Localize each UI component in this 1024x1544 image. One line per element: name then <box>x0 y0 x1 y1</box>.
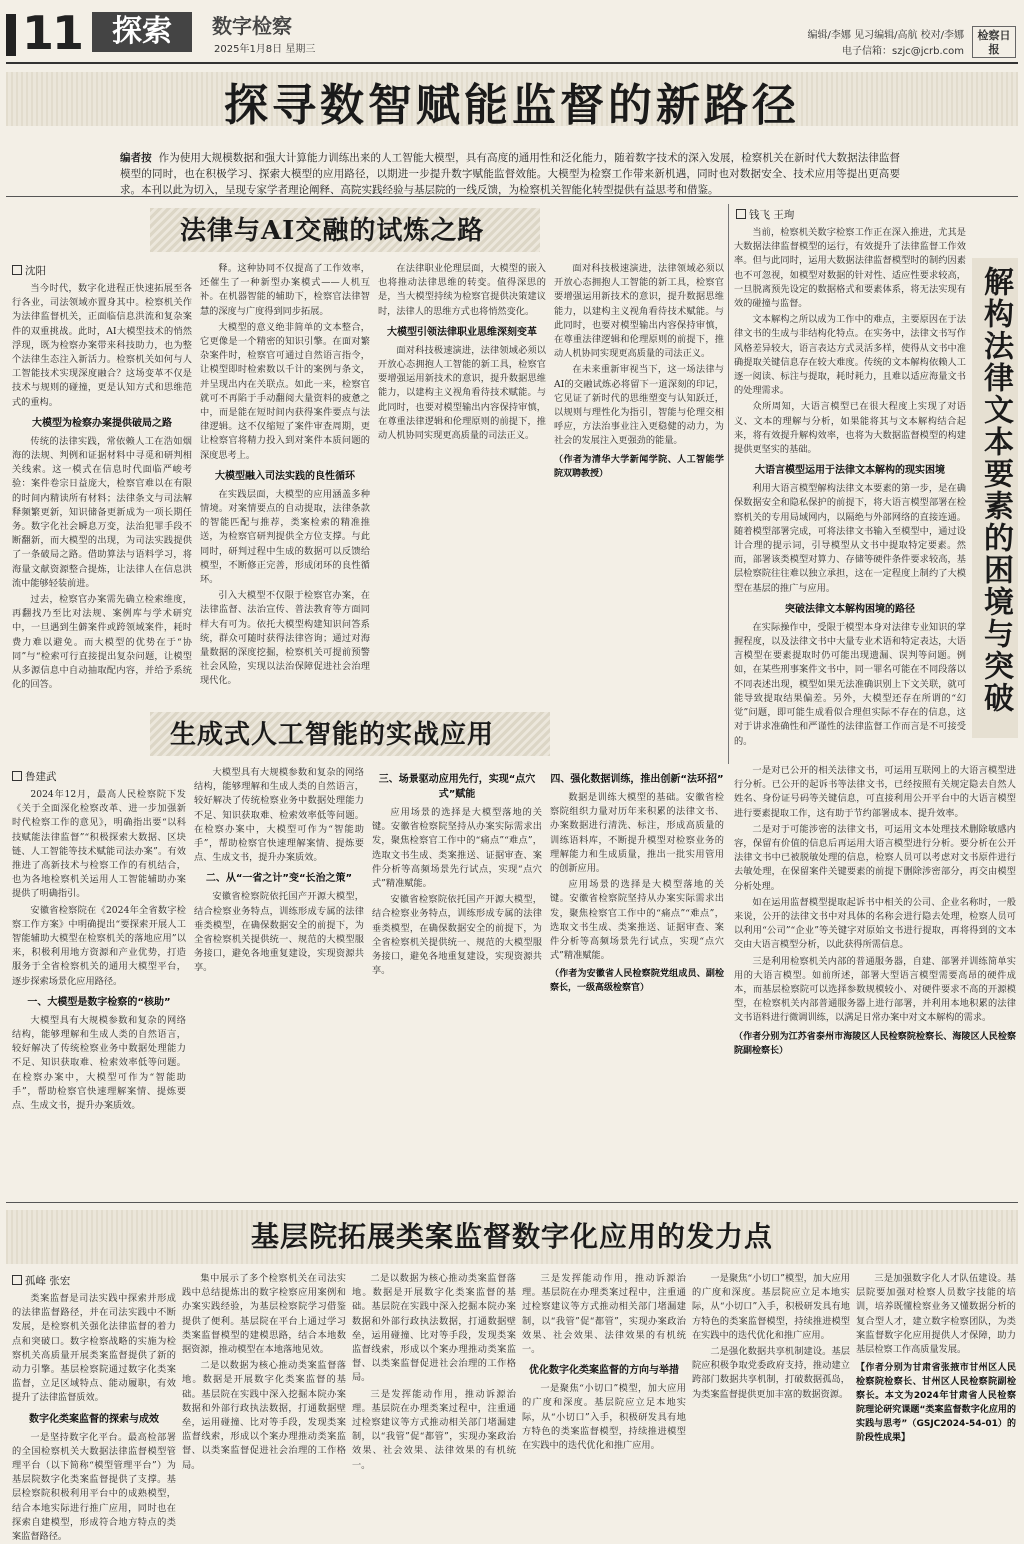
contact-email: 电子信箱：szjc@jcrb.com <box>841 46 964 57</box>
page-number: 11 <box>22 6 83 60</box>
paragraph: 三是加强数字化人才队伍建设。基层院要加强对检察人员数字技能的培训，培养既懂检察业务又懂数据分析的复合型人才，建立数字检察团队，为类案监督数字化应用提供人才保障，助力基层检察工作高质量发展。 <box>856 1273 1016 1356</box>
subheading: 优化数字化类案监督的方向与举措 <box>529 1365 679 1377</box>
paragraph: 一是坚持数字化平台。最高检部署的全国检察机关大数据法律监督模型管理平台（以下简称“模型管理平台”）为基层院数字化类案监督提供了支撑。基层检察院积极利用平台中的成熟模型，结合本地实际进行推广应用，同时也在探索自建模型，形成符合地方特点的类案监督路径。 <box>12 1431 176 1543</box>
paragraph: 传统的法律实践，常依赖人工在浩如烟海的法规、判例和证据材料中寻觅和研判相关线索。这一模式在信息时代面临严峻考验：案件卷宗日益庞大，检察官难以在有限的时间内精读所有材料；法律条文与司法解释频繁更新，知识储备更新成为一项长期任务。数字化社会瞬息万变，法治犯罪手段不断翻新，而大模型的出现，为司法实践提供了一条破局之路。借助算法与语料学习，将海量文献资源整合提炼，让法律人在信息洪流中能够轻装前进。 <box>12 435 192 589</box>
article2-byline: 钱飞 王珣 <box>736 208 794 222</box>
paragraph: 二是强化数据共享机制建设。基层院应积极争取党委政府支持，推动建立跨部门数据共享机制，打破数据孤岛，为类案监督提供更加丰富的数据资源。 <box>692 1346 850 1400</box>
paragraph: 在法律职业伦理层面，大模型的嵌入也将推动法律思维的转变。值得深思的是，当大模型持续为检察官提供决策建议时，法律人的思维方式也将悄然变化。 <box>378 263 546 317</box>
article3-col4 <box>550 766 724 1198</box>
paragraph: 引入大模型不仅限于检察官办案，在法律监督、法治宣传、普法教育等方面同样大有可为。依托大模型构建知识问答系统，群众可随时获得法律咨询；通过对海量数据的深度挖掘，检察机关可提前预警社会风险，实现以法治保障促进社会治理现代化。 <box>200 590 370 687</box>
article1-heading: 法律与AI交融的试炼之路 <box>180 216 485 246</box>
article2-heading: 解构法律文本要素的困境与突破 <box>978 266 1013 714</box>
editor-note <box>120 150 900 198</box>
article1-col2 <box>200 262 370 702</box>
article3-col2 <box>194 766 364 1198</box>
article4-col4 <box>522 1272 686 1468</box>
article4-col5 <box>692 1272 850 1468</box>
paragraph: 当前，检察机关数字检察工作正在深入推进，尤其是大数据法律监督模型的运行，有效提升了法律监督工作效率。但与此同时，运用大数据法律监督模型时的制约因素也不可忽视，如模型对数据的针对性、适应性要求较高，一旦脱离预先设定的数据格式和要素体系，将无法实现有效的碰撞与监督。 <box>734 227 966 310</box>
author-note: （作者为清华大学新闻学院、人工智能学院双聘教授） <box>554 454 724 479</box>
paragraph: 安徽省检察院依托国产开源大模型，结合检察业务特点，训练形成专属的法律垂类模型，在确保数据安全的前提下，为全省检察机关提供统一、规范的大模型服务接口，避免各地重复建设，实现资源共享。 <box>372 894 542 977</box>
paragraph: 应用场景的选择是大模型落地的关键。安徽省检察院坚持从办案实际需求出发，聚焦检察官工作中的“痛点”“难点”，选取文书生成、类案推送、证据审查、案件分析等高频场景先行试点，实现“点穴式”精准赋能。 <box>550 879 724 962</box>
paragraph: 一是聚焦“小切口”模型，加大应用的广度和深度。基层院应立足本地实际，从“小切口”入手，积极研发具有地方特色的类案监督模型，持续推进模型在实践中的迭代优化和推广应用。 <box>522 1383 686 1452</box>
subheading: 二、从“一省之计”变“长治之策” <box>205 873 353 885</box>
article1-col3 <box>378 262 546 702</box>
author-note: （作者为安徽省人民检察院党组成员、副检察长，一级高级检察官） <box>550 969 724 994</box>
paragraph: 类案监督是司法实践中探索并形成的法律监督路径，并在司法实践中不断发展，是检察机关强化法律监督的着力点和突破口。数字检察战略的实施为检察机关高质量开展类案监督提供了新的动力引擎。基层检察院通过数字化类案监督，立足区域特点、能动履职，有效提升了法律监督质效。 <box>12 1293 176 1404</box>
paragraph: 如在运用监督模型提取起诉书中相关的公司、企业名称时，一般来说，公开的法律文书中对具体的名称会进行隐去处理，检察人员可以利用“公司”“企业”等关键字对原始文书进行提取，再将得到的文本交由大语言模型分析，以此获得所需信息。 <box>734 896 1016 951</box>
subheading: 四、强化数据训练，推出创新“法环招” <box>550 774 724 785</box>
author-note: 【作者分别为甘肃省张掖市甘州区人民检察院检察长、甘州区人民检察院副检察长。本文为2024年甘肃省人民检察院理论研究课题“类案监督数字化应用的实践与思考”（GSJC2024-54-01）的阶段性成果】 <box>856 1363 1016 1444</box>
paragraph: 在未来重新审视当下，这一场法律与AI的交融试炼必将留下一道深刻的印记，它见证了新时代的思维塑变与认知跃迁，以规则与理性化为指引，智能与伦理交相呼应，方法治事业注入更稳健的动力，为社会的发展注入更强劲的能量。 <box>554 364 724 447</box>
paragraph: 一是聚焦“小切口”模型，加大应用的广度和深度。基层院应立足本地实际，从“小切口”入手，积极研发具有地方特色的类案监督模型，持续推进模型在实践中的迭代优化和推广应用。 <box>692 1273 850 1341</box>
article1-byline: 沈阳 <box>12 264 46 278</box>
paragraph: 大模型的意义绝非简单的文本整合，它更像是一个精密的知识引擎。在面对繁杂案件时，检察官可通过自然语言指令，让模型即时检索数以千计的案例与条文，并呈现出内在关联点。如此一来，检察官就可不再陷于手动翻阅大量资料的疲惫之中，而是能在短时间内获得案件要点与法律逻辑。这不仅缩短了案件审查周期，更让检察官将精力投入到对案件本质问题的深度思考上。 <box>200 321 370 461</box>
paragraph: 集中展示了多个检察机关在司法实践中总结提炼出的数字检察应用案例和办案实践经验，为基层检察院学习借鉴提供了便利。基层院在平台上通过学习类案监督模型的建模思路，结合本地数据资源，推动模型在本地落地见效。 <box>182 1273 346 1356</box>
page-number-bar <box>6 14 16 56</box>
paragraph: 在实践层面，大模型的应用涵盖多种情境。对案情要点的自动提取，法律条款的智能匹配与推荐，类案检索的精准推送，为检察官研判提供全方位支撑。与此同时，研判过程中生成的数据可以反馈给模型，不断修正完善，形成闭环的良性循环。 <box>200 488 370 586</box>
subheading: 突破法律文本解构困境的路径 <box>785 603 915 615</box>
article4-col2 <box>182 1272 346 1471</box>
paragraph: 2024年12月，最高人民检察院下发《关于全面深化检察改革、进一步加强新时代检察工作的意见》，明确指出要“以科技赋能法律监督”“积极探索大数据、区块链、人工智能等技术赋能司法办案”。有效推进了高新技术与检察工作的有机结合，也为各地检察机关运用人工智能辅助办案提供了明确指引。 <box>12 789 186 900</box>
article3-heading: 生成式人工智能的实战应用 <box>170 720 495 750</box>
subheading: 一、大模型是数字检察的“核助” <box>27 996 171 1008</box>
subheading: 数字化类案监督的探索与成效 <box>29 1413 159 1425</box>
subheading: 大模型为检察办案提供破局之路 <box>32 417 172 429</box>
article2-col2 <box>734 764 1016 1196</box>
article2-col1 <box>734 226 966 762</box>
newspaper-logo: 检察日报 <box>972 26 1016 58</box>
page-title: 探寻数智赋能监督的新路径 <box>224 80 800 131</box>
paragraph: 三是发挥能动作用，推动诉源治理。基层院在办理类案过程中，注重通过检察建议等方式推动相关部门堵漏建制，以“我管”促“都管”，实现办案政治效果、社会效果、法律效果的有机统一。 <box>352 1388 516 1471</box>
paragraph: 文本解构之所以成为工作中的难点，主要原因在于法律文书的生成与非结构化特点。在实务中，法律文书写作风格差异较大，语言表达方式灵活多样，使得从文书中准确提取关键信息存在较大难度。传统的文本解构依赖人工逐一阅读、标注与提取，耗时耗力，且难以适应海量文书的处理需求。 <box>734 314 966 397</box>
article4-heading: 基层院拓展类案监督数字化应用的发力点 <box>250 1220 773 1253</box>
page-header <box>0 0 1024 62</box>
paragraph: 释。这种协同不仅提高了工作效率，还催生了一种新型办案模式——人机互补。在机器智能的辅助下，检察官法律智慧的深度与广度得到同步拓展。 <box>200 263 370 317</box>
article4-col3 <box>352 1272 516 1471</box>
subheading: 大语言模型运用于法律文本解构的现实困境 <box>755 465 945 477</box>
paragraph: 利用大语言模型解构法律文本要素的第一步，是在确保数据安全和隐私保护的前提下，将大语言模型部署在检察机关的专用局域网内，以隔绝与外部网络的直接连通。随着模型部署完成，可将法律文书输入至模型中，通过设计合理的提示词，引导模型从文书中提取特定要素。然而，部署该类模型对算力、存储等硬件条件要求较高，基层检察院往往难以独立承担，这在一定程度上制约了大模型在基层的推广与应用。 <box>734 483 966 594</box>
editor-note-text: 作为使用大规模数据和强大计算能力训练出来的人工智能大模型，具有高度的通用性和泛化能力，随着数字技术的深入发展，检察机关在新时代大数据法律监督模型的同时，也在积极学习、探索大模型的应用路径，以期进一步提升数字赋能监督效能。大模型为检察工作带来新机遇，同时也对数据安全、技术应用等提出更高要求。本刊以此为切入，呈现专家学者理论阐释、高院实践经验与基层院的一线反馈，为检察机关智能化转型提供有益思考和借鉴。 <box>120 152 901 196</box>
article1-col4 <box>554 262 724 702</box>
section-name: 探索 <box>92 12 192 52</box>
author-note: （作者分别为江苏省泰州市海陵区人民检察院检察长、海陵区人民检察院副检察长） <box>734 1031 1016 1056</box>
editor-note-label: 编者按 <box>120 152 152 164</box>
paragraph: 面对科技极速演进，法律领域必须以开放心态拥抱人工智能的新工具，检察官要增强运用新技术的意识，提升数据思维能力，以建构主义视角看待技术赋能。与此同时，也要对模型输出内容保持审慎，在尊重法律逻辑和伦理原则的前提下，推动人机协同实现更高质量的司法正义。 <box>378 344 546 442</box>
paragraph: 在实际操作中，受限于模型本身对法律专业知识的掌握程度，以及法律文书中大量专业术语和特定表达，大语言模型在要素提取时仍可能出现遗漏、误判等问题。例如，在某些刑事案件文书中，同一罪名可能在不同段落以不同表述出现，模型如果无法准确识别上下文关联，就可能导致提取结果偏差。另外，大模型还存在所谓的“幻觉”问题，即可能生成看似合理但实际不存在的信息，这对于讲求准确性和严谨性的法律监督工作而言是不可接受的。 <box>734 621 966 747</box>
paragraph: 二是以数据为核心推动类案监督落地。数据是开展数字化类案监督的基础。基层院在实践中深入挖掘本院办案数据和外部行政执法数据，打通数据壁垒，运用碰撞、比对等手段，发现类案监督线索，形成以个案办理推动类案监督、以类案监督促进社会治理的工作格局。 <box>352 1273 516 1384</box>
paragraph: 二是对于可能涉密的法律文书，可运用文本处理技术删除敏感内容，保留有价值的信息后再运用大语言模型进行分析。要分析在公开法律文书中已被脱敏处理的信息，检察人员可以考虑对文书原件进行去敏处理，在保留案件关键要素的前提下删除涉密部分，再交由模型分析处理。 <box>734 823 1016 892</box>
paragraph: 三是利用检察机关内部的普通服务器，自建、部署并训练简单实用的大语言模型。如前所述，部署大型语言模型需要高昂的硬件成本，而基层检察院可以选择参数规模较小、对硬件要求不高的开源模型，在检察机关内部普通服务器上进行部署，并利用本地积累的法律文书语料进行微调训练，以满足日常办案中对文本解构的需求。 <box>734 955 1016 1024</box>
paragraph: 数据是训练大模型的基础。安徽省检察院组织力量对历年来积累的法律文书、办案数据进行清洗、标注，形成高质量的训练语料库，不断提升模型对检察业务的理解能力和生成质量，推出一批实用管用的创新应用。 <box>550 792 724 875</box>
publication-date: 2025年1月8日 星期三 <box>214 44 316 55</box>
article3-byline: 鲁建武 <box>12 770 57 784</box>
paragraph: 二是以数据为核心推动类案监督落地。数据是开展数字化类案监督的基础。基层院在实践中深入挖掘本院办案数据和外部行政执法数据，打通数据壁垒，运用碰撞、比对等手段，发现类案监督线索，形成以个案办理推动类案监督、以类案监督促进社会治理的工作格局。 <box>182 1360 346 1471</box>
article4-col6 <box>856 1272 1016 1468</box>
paragraph: 当今时代，数字化进程正快速拓展至各行各业，司法领域亦置身其中。检察机关作为法律监督机关，正面临信息洪流和复杂案件的双重挑战。此时，AI大模型技术的悄然浮现，既为检察办案带来科技助力，也为整个法律生态注入新活力。检察机关如何与人工智能技术实现深度融合？这场变革不仅是技术与规则的碰撞，更是认知方式和思维范式的重构。 <box>12 283 192 408</box>
paragraph: 安徽省检察院依托国产开源大模型，结合检察业务特点，训练形成专属的法律垂类模型，在确保数据安全的前提下，为全省检察机关提供统一、规范的大模型服务接口，避免各地重复建设，实现资源共享。 <box>194 891 364 974</box>
article4-col1 <box>12 1292 176 1543</box>
article3-col3 <box>372 766 542 1198</box>
paragraph: 众所周知，大语言模型已在很大程度上实现了对语义、文本的理解与分析，如果能将其与文本解构结合起来，将有效提升解构效率，也将为大数据监督模型的构建提供更坚实的基础。 <box>734 401 966 456</box>
header-rule <box>6 62 1018 64</box>
subheading: 三、场景驱动应用先行，实现“点穴式”赋能 <box>378 774 536 800</box>
paragraph: 面对科技极速演进，法律领域必须以开放心态拥抱人工智能的新工具，检察官要增强运用新技术的意识，提升数据思维能力，以建构主义视角看待技术赋能。与此同时，也要对模型输出内容保持审慎，在尊重法律逻辑和伦理原则的前提下，推动人机协同实现更高质量的司法正义。 <box>554 263 724 360</box>
paragraph: 大模型具有大规模参数和复杂的网络结构，能够理解和生成人类的自然语言，较好解决了传统检察业务中数据处理能力不足、知识获取难、检索效率低等问题。在检察办案中，大模型可作为“智能助手”，帮助检察官快速理解案情、提炼要点、生成文书，提升办案质效。 <box>194 767 364 864</box>
paragraph: 应用场景的选择是大模型落地的关键。安徽省检察院坚持从办案实际需求出发，聚焦检察官工作中的“痛点”“难点”，选取文书生成、类案推送、证据审查、案件分析等高频场景先行试点，实现“点穴式”精准赋能。 <box>372 807 542 890</box>
note-rule <box>6 196 1018 197</box>
column-divider <box>728 204 729 764</box>
paragraph: 安徽省检察院在《2024年全省数字检察工作方案》中明确提出“要探索开展人工智能辅助大模型在检察机关的落地应用”以来，积极利用地方资源和产业优势，打造服务于全省检察机关的通用大模型平台，逐步探索场景化应用路径。 <box>12 904 186 987</box>
paragraph: 三是发挥能动作用，推动诉源治理。基层院在办理类案过程中，注重通过检察建议等方式推动相关部门堵漏建制，以“我管”促“都管”，实现办案政治效果、社会效果、法律效果的有机统一。 <box>522 1273 686 1356</box>
editors-credit: 编辑/李娜 见习编辑/高航 校对/李娜 <box>807 30 964 41</box>
column-name: 数字检察 <box>212 14 292 38</box>
section-rule <box>6 1202 1018 1203</box>
paragraph: 大模型具有大规模参数和复杂的网络结构，能够理解和生成人类的自然语言，较好解决了传统检察业务中数据处理能力不足、知识获取难、检索效率低等问题。在检察办案中，大模型可作为“智能助手”，帮助检察官快速理解案情、提炼要点、生成文书，提升办案质效。 <box>12 1014 186 1112</box>
paragraph: 过去，检察官办案需先确立检索维度，再翻找乃至比对法规、案例库与学术研究中，一旦遇到生僻案件或跨领域案件，耗时费力难以避免。而大模型的优势在于“协同”与“检索可行直接提出复杂问题，让模型从多源信息中自动抽取配内容，并给予系统化的回答。 <box>12 594 192 691</box>
article1-col1 <box>12 282 192 702</box>
article3-col1 <box>12 788 186 1198</box>
article4-byline: 孤峰 张宏 <box>12 1274 70 1288</box>
subheading: 大模型融入司法实践的良性循环 <box>215 470 355 482</box>
subheading: 大模型引领法律职业思维深刻变革 <box>387 326 537 338</box>
paragraph: 一是对已公开的相关法律文书，可运用互联网上的大语言模型进行分析。已公开的起诉书等法律文书，已经按照有关规定隐去自然人姓名、身份证号码等关键信息，可直接利用公开平台中的大语言模型进行要素提取工作，这有助于节约部署成本、提升效率。 <box>734 765 1016 819</box>
